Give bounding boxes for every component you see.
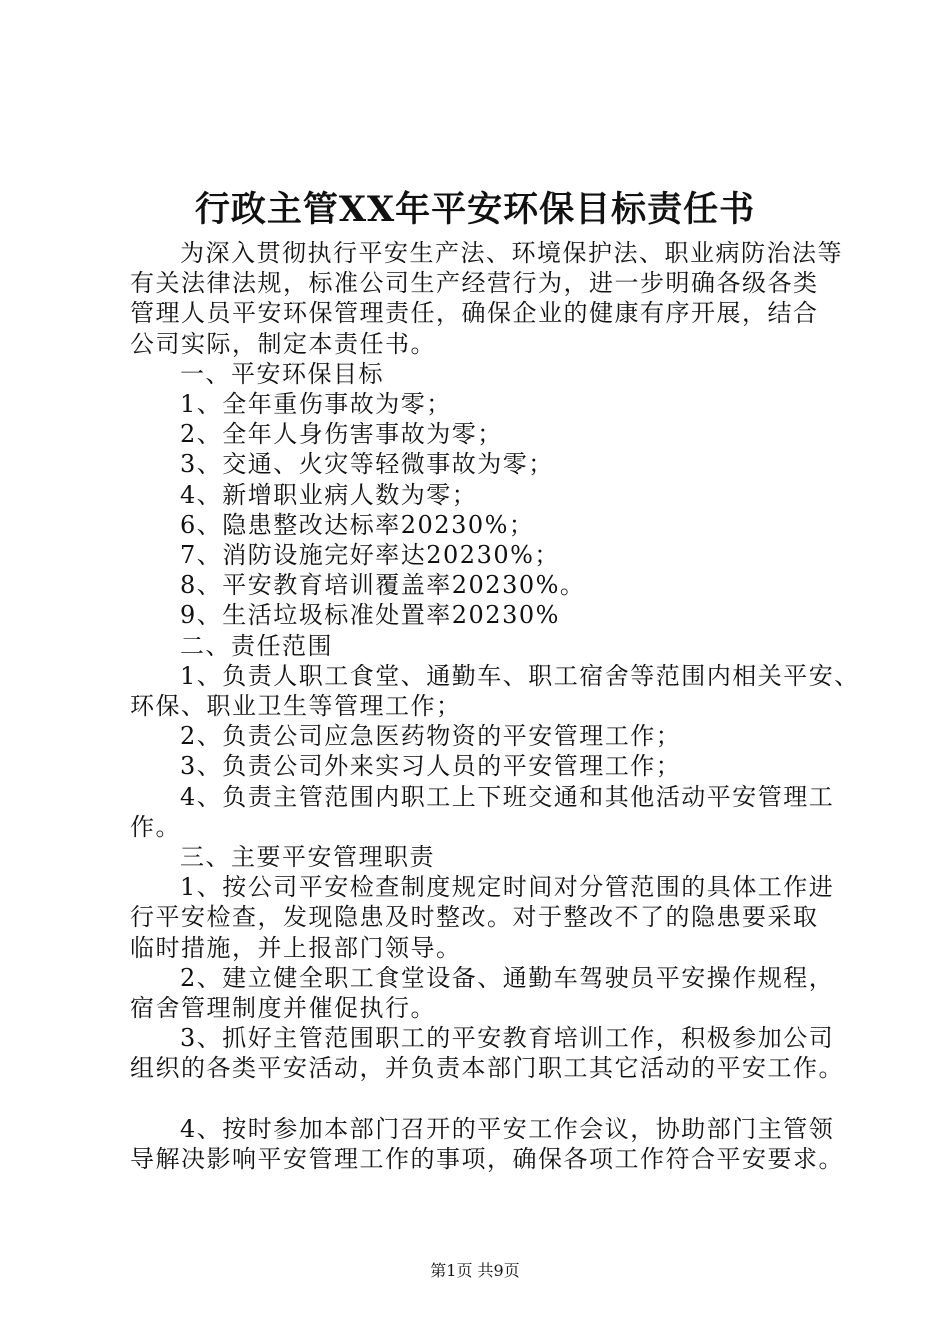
paragraph-line: 宿舍管理制度并催促执行。 <box>130 994 436 1023</box>
paragraph-line: 环保、职业卫生等管理工作； <box>130 692 462 721</box>
paragraph-line: 1、负责人职工食堂、通勤车、职工宿舍等范围内相关平安、 <box>180 661 860 690</box>
paragraph-line: 有关法律法规，标准公司生产经营行为，进一步明确各级各类 <box>130 269 819 298</box>
paragraph-line: 行平安检查，发现隐患及时整改。对于整改不了的隐患要采取 <box>130 903 819 932</box>
list-item: 3、负责公司外来实习人员的平安管理工作； <box>180 752 682 781</box>
paragraph-line: 为深入贯彻执行平安生产法、环境保护法、职业病防治法等 <box>180 239 843 267</box>
list-item: 2、全年人身伤害事故为零； <box>180 420 503 449</box>
paragraph-line: 导解决影响平安管理工作的事项，确保各项工作符合平安要求。 <box>130 1144 844 1173</box>
list-item: 6、隐患整改达标率20230%； <box>180 510 535 539</box>
paragraph-gap <box>130 1084 830 1114</box>
paragraph-line: 作。 <box>130 812 181 841</box>
document-title: 行政主管XX年平安环保目标责任书 <box>194 189 756 230</box>
list-item: 9、生活垃圾标准处置率20230% <box>180 601 560 630</box>
list-item: 7、消防设施完好率达20230%； <box>180 541 560 570</box>
section-heading: 二、责任范围 <box>180 631 333 660</box>
paragraph-line: 3、抓好主管范围职工的平安教育培训工作，积极参加公司 <box>180 1024 835 1053</box>
section-heading: 三、主要平安管理职责 <box>180 843 435 872</box>
page-footer: 第1页 共9页 <box>430 1261 520 1280</box>
list-item: 1、全年重伤事故为零； <box>180 390 452 419</box>
paragraph-line: 2、建立健全职工食堂设备、通勤车驾驶员平安操作规程， <box>180 963 835 992</box>
list-item: 3、交通、火灾等轻微事故为零； <box>180 450 554 479</box>
paragraph-line: 4、负责主管范围内职工上下班交通和其他活动平安管理工 <box>180 782 835 811</box>
list-item: 4、新增职业病人数为零； <box>180 480 478 509</box>
section-heading: 一、平安环保目标 <box>180 359 384 388</box>
paragraph-line: 管理人员平安环保管理责任，确保企业的健康有序开展，结合 <box>130 299 819 328</box>
list-item: 2、负责公司应急医药物资的平安管理工作； <box>180 722 682 751</box>
paragraph-line: 组织的各类平安活动，并负责本部门职工其它活动的平安工作。 <box>130 1054 844 1083</box>
paragraph-line: 4、按时参加本部门召开的平安工作会议，协助部门主管领 <box>180 1114 835 1143</box>
document-body <box>130 238 860 1174</box>
list-item: 8、平安教育培训覆盖率20230%。 <box>180 571 586 600</box>
paragraph-line: 临时措施，并上报部门领导。 <box>130 933 462 962</box>
paragraph-line: 1、按公司平安检查制度规定时间对分管范围的具体工作进 <box>180 873 835 902</box>
paragraph-line: 公司实际，制定本责任书。 <box>130 329 436 358</box>
